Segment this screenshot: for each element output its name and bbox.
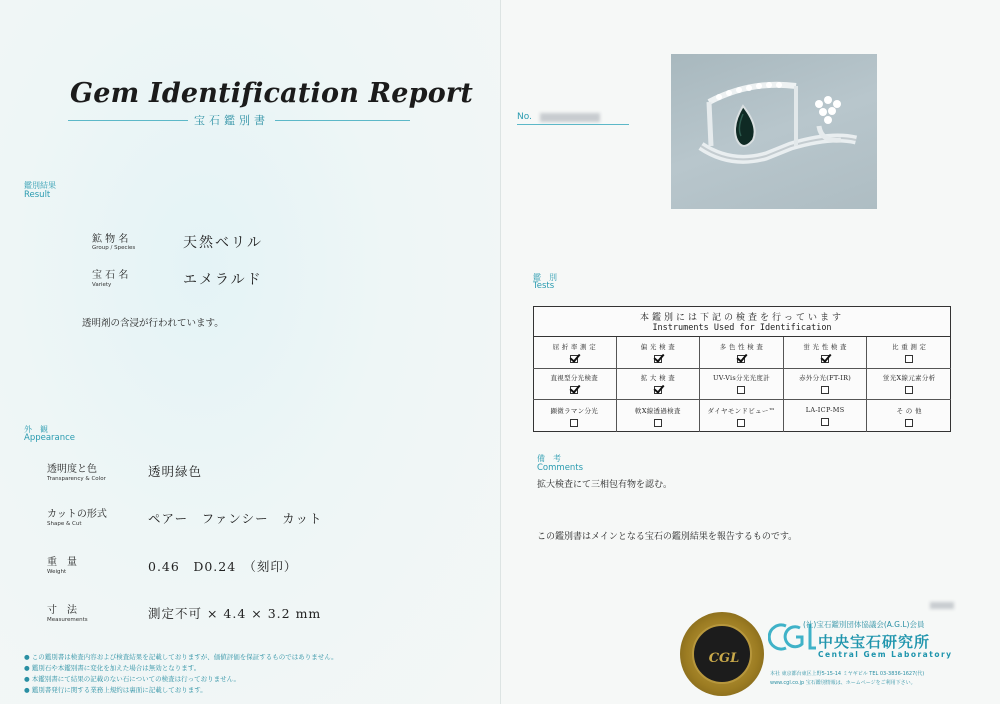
test-cell [784, 369, 868, 401]
cut-value: ペアー ファンシー カット [148, 511, 323, 526]
test-cell [700, 369, 784, 401]
test-cell [867, 337, 951, 369]
seal-text: CGL [708, 651, 740, 666]
test-cell [700, 337, 784, 369]
test-label: 拡 大 検 査 [640, 374, 676, 383]
empty-checkbox-icon [905, 386, 913, 394]
test-cell [700, 400, 784, 432]
report-title: Gem Identification Report [70, 78, 474, 109]
empty-checkbox-icon [737, 386, 745, 394]
test-cell [617, 337, 701, 369]
color-label: 透明度と色 [47, 464, 97, 475]
ring-illustration [671, 54, 877, 209]
comment-line: 拡大検査にて三相包有物を認む。 [537, 480, 673, 490]
gem-photo [671, 54, 877, 209]
laboratory-name-jp: 中央宝石研究所 [818, 633, 931, 651]
variety-value: エメラルド [183, 272, 263, 288]
test-label: 多 色 性 検 査 [719, 342, 764, 351]
checked-checkbox-icon [570, 355, 578, 363]
footnote: ● 鑑別書発行に関する業務上規約は裏面に記載しております。 [24, 686, 207, 694]
report-number-rule [517, 124, 629, 125]
test-label: LA-ICP-MS [805, 406, 845, 415]
test-cell [533, 337, 617, 369]
test-label: 比 重 測 定 [892, 342, 927, 351]
report-number-label: No. [517, 112, 532, 122]
association-text: (社)宝石鑑別団体協議会(A.G.L)会員 [803, 620, 925, 629]
test-label: 偏 光 検 査 [640, 342, 676, 351]
weight-label: 重 量 [47, 557, 77, 568]
comment-line: この鑑別書はメインとなる宝石の鑑別結果を報告するものです。 [537, 532, 798, 542]
test-cell [867, 400, 951, 432]
test-cell [617, 400, 701, 432]
test-label: 直視型分光検査 [550, 374, 599, 383]
test-cell [533, 400, 617, 432]
weight-value: 0.46 D0.24 （刻印） [148, 559, 298, 574]
test-cell [533, 369, 617, 401]
report-number-redacted [540, 113, 600, 122]
laboratory-address: 本社 東京都台東区上野5-15-14 ミヤギビル TEL 03-3836-1627(代) [770, 671, 925, 677]
report-subtitle: 宝石鑑別書 [188, 112, 275, 128]
measure-value: 測定不可 × 4.4 × 3.2 mm [148, 606, 322, 621]
test-label: 屈 折 率 測 定 [552, 342, 597, 351]
empty-checkbox-icon [905, 355, 913, 363]
appearance-section-en: Appearance [24, 433, 76, 443]
treatment-note: 透明剤の含浸が行われています。 [82, 318, 224, 329]
checked-checkbox-icon [654, 355, 662, 363]
empty-checkbox-icon [654, 419, 662, 427]
comments-section-jp: 備 考 [537, 454, 561, 463]
footnote: ● 本鑑別書にて結果の記載のない石についての検査は行っておりません。 [24, 675, 240, 683]
empty-checkbox-icon [821, 386, 829, 394]
test-label: 軟X線透過検査 [635, 406, 681, 415]
empty-checkbox-icon [905, 419, 913, 427]
tests-header-en: Instruments Used for Identification [652, 323, 832, 333]
tests-section-en: Tests [533, 281, 555, 291]
test-cell [784, 400, 868, 432]
test-label: ダイヤモンドビュー™ [707, 406, 776, 415]
checked-checkbox-icon [654, 386, 662, 394]
tests-header-jp: 本鑑別には下記の検査を行っています [639, 313, 844, 323]
empty-checkbox-icon [570, 419, 578, 427]
color-value: 透明緑色 [148, 464, 203, 479]
laboratory-name-en: Central Gem Laboratory [818, 650, 953, 659]
variety-label: 宝 石 名 [92, 270, 129, 281]
cut-label: カットの形式 [47, 509, 107, 520]
laboratory-website: www.cgl.co.jp 宝石鑑別情報は、ホームページをご利用下さい。 [770, 680, 916, 686]
result-section-jp: 鑑別結果 [24, 181, 56, 190]
checked-checkbox-icon [821, 355, 829, 363]
comments-section-en: Comments [537, 463, 584, 473]
test-cell [867, 369, 951, 401]
test-label: 蛍 光 性 検 査 [803, 342, 847, 351]
species-label: 鉱 物 名 [92, 234, 129, 245]
test-label: そ の 他 [896, 406, 922, 415]
test-label: UV-Vis分光光度計 [712, 374, 771, 383]
checked-checkbox-icon [737, 355, 745, 363]
test-label: 顕微ラマン分光 [550, 406, 599, 415]
variety-label-en: Variety [92, 282, 112, 288]
color-label-en: Transparency & Color [47, 476, 106, 482]
measure-label-en: Measurements [47, 617, 88, 623]
species-label-en: Group / Species [92, 245, 136, 251]
test-label: 赤外分光(FT-IR) [799, 374, 852, 383]
empty-checkbox-icon [821, 418, 829, 426]
weight-label-en: Weight [47, 569, 67, 575]
laboratory-seal [680, 612, 764, 696]
checked-checkbox-icon [570, 386, 578, 394]
result-section-en: Result [24, 190, 51, 200]
measure-label: 寸 法 [47, 605, 77, 616]
test-cell [784, 337, 868, 369]
tests-grid [533, 336, 951, 432]
appearance-section-jp: 外 観 [24, 425, 48, 434]
species-value: 天然ベリル [183, 235, 263, 251]
test-cell [617, 369, 701, 401]
cut-label-en: Shape & Cut [47, 521, 82, 527]
redacted-code [930, 602, 954, 609]
footnote: ● 鑑別石や本鑑別書に変化を加えた場合は無効となります。 [24, 664, 201, 672]
tests-section-jp: 鑑 別 [533, 273, 557, 282]
footnote: ● この鑑別書は検査内容および検査結果を記載しておりますが、価値評価を保証するものではありません。 [24, 653, 338, 661]
test-label: 蛍光X線元素分析 [882, 374, 936, 383]
empty-checkbox-icon [737, 419, 745, 427]
